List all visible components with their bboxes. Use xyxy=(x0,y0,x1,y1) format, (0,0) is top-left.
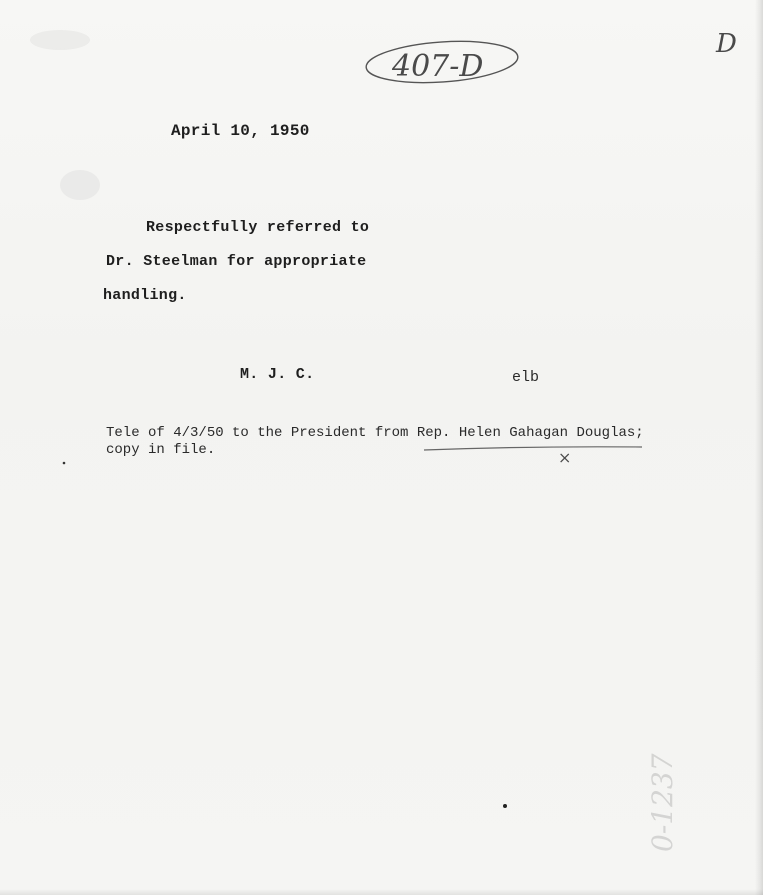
check-mark: × xyxy=(558,448,572,467)
telegram-note-line-2: copy in file. xyxy=(106,442,216,458)
margin-number: 0-1237 xyxy=(646,753,679,852)
name-underline xyxy=(424,447,642,450)
paper-smudge xyxy=(60,170,100,200)
paper-smudge xyxy=(30,30,90,50)
file-number: 407-D xyxy=(392,49,484,84)
signature-initials: M. J. C. xyxy=(240,366,315,383)
corner-mark: D xyxy=(716,29,737,59)
ink-dot xyxy=(63,462,66,465)
typist-initials: elb xyxy=(512,369,540,386)
telegram-note-line-1: Tele of 4/3/50 to the President from Rep. Helen Gahagan Douglas; xyxy=(106,425,644,441)
referral-line-3: handling. xyxy=(103,287,187,304)
paper-edge-shadow-bottom xyxy=(0,889,763,895)
referral-line-1: Respectfully referred to xyxy=(146,219,370,236)
file-number-oval xyxy=(365,37,519,88)
referral-line-2: Dr. Steelman for appropriate xyxy=(106,253,367,270)
paper-edge-shadow xyxy=(755,0,763,895)
ink-dot xyxy=(503,804,507,808)
letter-date: April 10, 1950 xyxy=(171,122,310,140)
